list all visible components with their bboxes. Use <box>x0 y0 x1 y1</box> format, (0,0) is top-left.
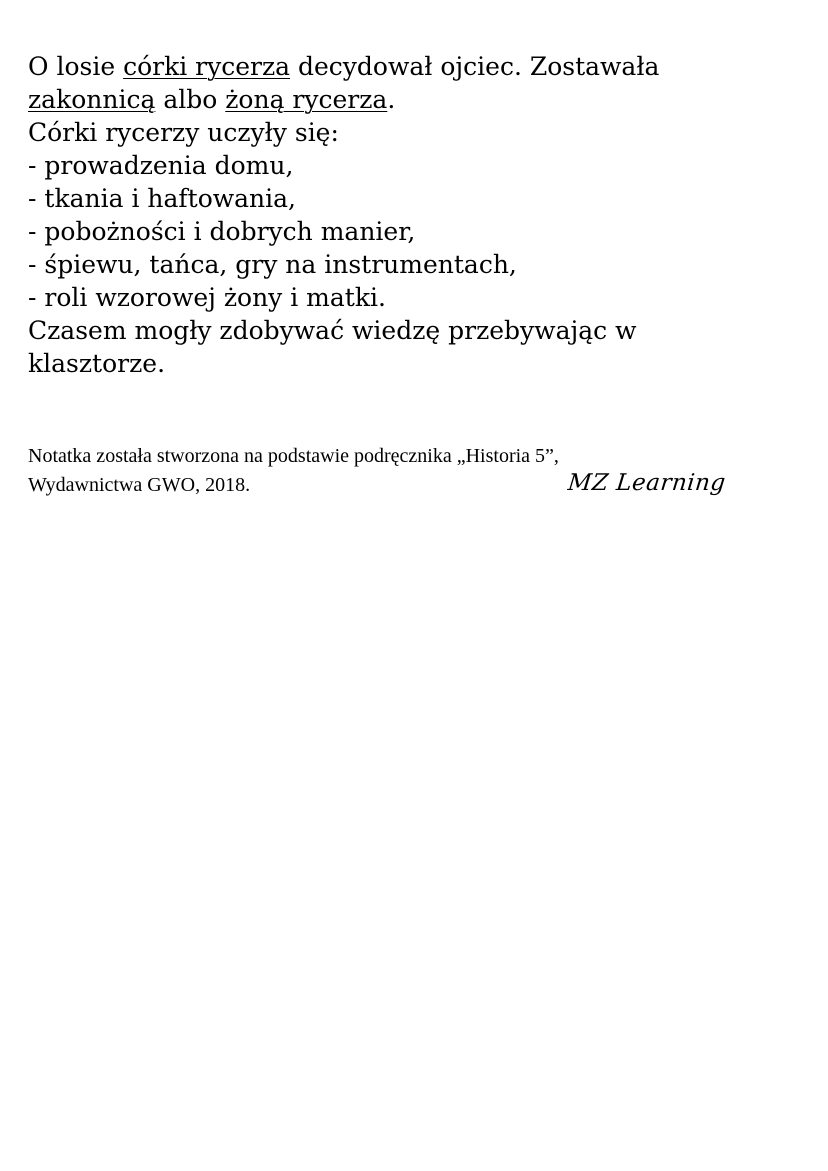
source-note-line-2: Wydawnictwa GWO, 2018. <box>28 474 251 496</box>
text-segment: . <box>387 85 396 114</box>
list-item: - pobożności i dobrych manier, <box>28 217 416 246</box>
signature-mark: MZ Learning <box>566 470 728 496</box>
list-item: - roli wzorowej żony i matki. <box>28 283 386 312</box>
paragraph-line-2 <box>28 83 808 116</box>
list-item: - prowadzenia domu, <box>28 151 294 180</box>
underlined-term-corki-rycerza: córki rycerza <box>123 52 291 81</box>
list-item: - tkania i haftowania, <box>28 184 296 213</box>
list-intro: Córki rycerzy uczyły się: <box>28 118 339 147</box>
paragraph-line-1 <box>28 50 808 83</box>
text-segment: O losie <box>28 52 124 81</box>
note-body <box>28 50 808 380</box>
text-segment: albo <box>155 85 226 114</box>
underlined-term-zona-rycerza: żoną rycerza <box>225 85 388 114</box>
text-segment: decydował ojciec. Zostawała <box>290 52 660 81</box>
underlined-term-zakonnica: zakonnicą <box>28 85 156 114</box>
list-item: - śpiewu, tańca, gry na instrumentach, <box>28 250 517 279</box>
closing-line-1: Czasem mogły zdobywać wiedzę przebywając w <box>28 316 637 345</box>
closing-line-2: klasztorze. <box>28 349 166 378</box>
source-note-line-1: Notatka została stworzona na podstawie podręcznika „Historia 5”, <box>28 445 559 467</box>
